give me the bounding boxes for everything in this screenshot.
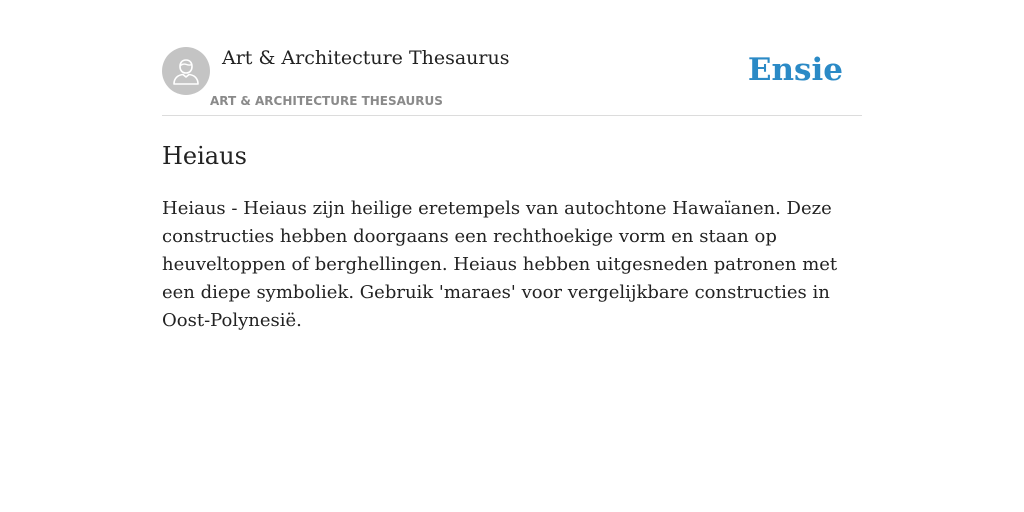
header (162, 40, 862, 116)
avatar[interactable] (162, 47, 210, 95)
author-subtitle[interactable]: ART & ARCHITECTURE THESAURUS (210, 94, 443, 108)
content-container (162, 40, 862, 335)
brand-logo[interactable]: Ensie (747, 52, 843, 88)
author-name[interactable]: Art & Architecture Thesaurus (222, 47, 510, 69)
user-silhouette-icon (171, 56, 201, 86)
page-title: Heiaus (162, 142, 247, 170)
article-body: Heiaus - Heiaus zijn heilige eretempels van autochtone Hawaïanen. Deze constructies hebben doorgaans een rechthoekige vorm en staan op heuveltoppen of berghellingen. Heiaus hebben uitgesneden patronen met een diepe symboliek. Gebruik 'maraes' voor vergelijkbare constructies in Oost-Polynesië. (162, 198, 838, 331)
